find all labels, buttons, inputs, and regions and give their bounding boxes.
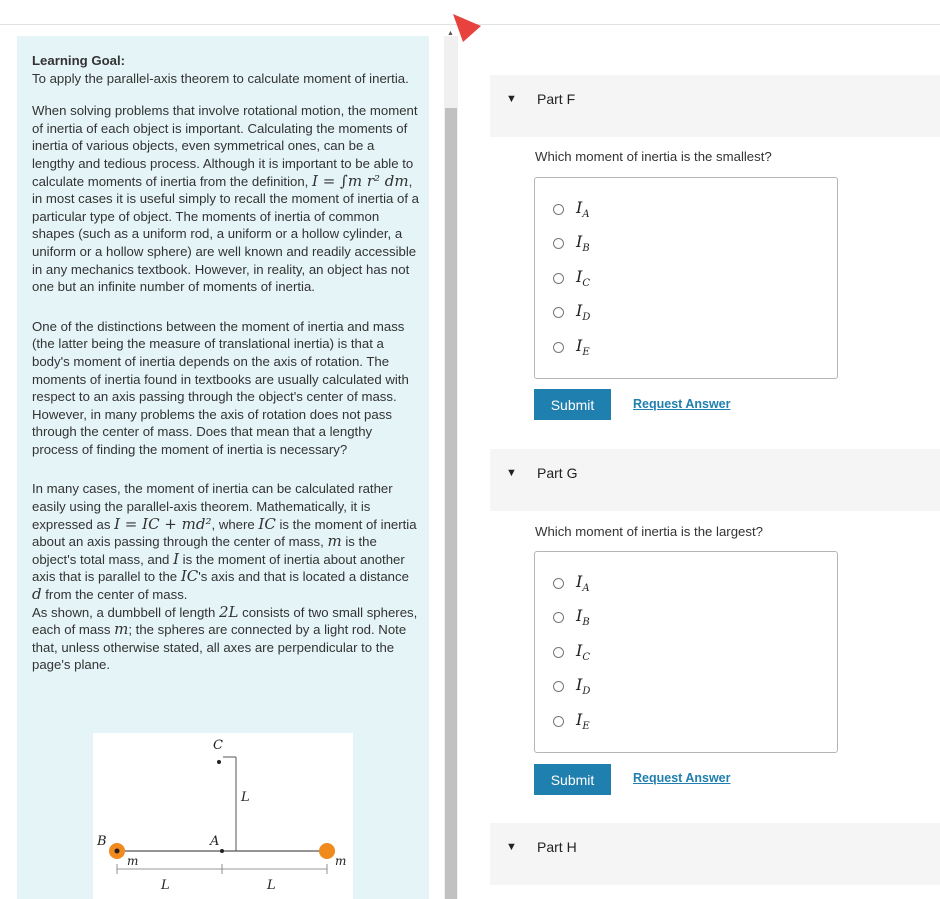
parallel-axis-formula: I = IC + md² — [114, 514, 212, 533]
radio-button[interactable] — [553, 273, 564, 284]
part-f-options — [534, 177, 838, 379]
radio-button[interactable] — [553, 342, 564, 353]
intro-paragraph-1: When solving problems that involve rotational motion, the moment of inertia of each object is important. Calculating the moments of inertia of various objects, even symmetrical ones, can be a lengthy and tedious process. Although it is important to be able to calculate moments of inertia from the definition, I = ∫m r² dm, in most cases it is useful simply to recall the moment of inertia of a particular type of object. The moments of inertia of common shapes (such as a uniform rod, a uniform or a hollow cylinder, a uniform or a hollow sphere) are well known and readily accessible in any mechanics textbook. However, in reality, an object has not one but an infinite number of moments of inertia. — [32, 103, 419, 295]
part-g-submit-button[interactable]: Submit — [534, 764, 611, 795]
part-h-label: Part H — [537, 839, 577, 855]
label-a: A — [210, 834, 220, 849]
label-c: C — [213, 738, 223, 753]
collapse-arrow-icon[interactable]: ▼ — [506, 467, 517, 479]
part-f-question: Which moment of inertia is the smallest? — [535, 149, 772, 164]
option-ib[interactable]: $I_B$ — [553, 233, 590, 253]
part-g-question: Which moment of inertia is the largest? — [535, 524, 763, 539]
radio-button[interactable] — [553, 612, 564, 623]
part-f-label: Part F — [537, 91, 576, 107]
point-a — [220, 849, 224, 853]
radio-button[interactable] — [553, 716, 564, 727]
scroll-up-arrow-icon[interactable]: ▲ — [447, 30, 454, 37]
option-ia[interactable]: $I_A$ — [553, 573, 590, 593]
label-l-right: L — [267, 878, 276, 893]
option-ie[interactable]: $I_E$ — [553, 337, 590, 357]
part-g-request-answer-link[interactable]: Request Answer — [633, 771, 731, 785]
option-id[interactable]: $I_D$ — [553, 676, 590, 696]
radio-button[interactable] — [553, 578, 564, 589]
label-b: B — [97, 834, 107, 849]
option-ia[interactable]: $I_A$ — [553, 199, 590, 219]
radio-button[interactable] — [553, 647, 564, 658]
sphere-right — [319, 843, 335, 859]
radio-button[interactable] — [553, 681, 564, 692]
option-ib[interactable]: $I_B$ — [553, 607, 590, 627]
option-ic[interactable]: $I_C$ — [553, 642, 590, 662]
part-f-request-answer-link[interactable]: Request Answer — [633, 397, 731, 411]
dumbbell-figure — [93, 733, 353, 899]
point-c — [217, 760, 221, 764]
label-l-vertical: L — [241, 790, 250, 805]
part-g-options — [534, 551, 838, 753]
label-m-left: m — [127, 854, 139, 868]
part-g-label: Part G — [537, 465, 578, 481]
part-h-header[interactable] — [490, 823, 940, 885]
option-id[interactable]: $I_D$ — [553, 302, 590, 322]
label-m-right: m — [335, 854, 347, 868]
point-b — [115, 849, 120, 854]
part-g-header[interactable] — [490, 449, 940, 511]
option-ic[interactable]: $I_C$ — [553, 268, 590, 288]
intro-paragraph-4: As shown, a dumbbell of length 2L consists of two small spheres, each of mass m; the spheres are connected by a light rod. Note that, unless otherwise stated, all axes are perpendicular to the page's plane. — [32, 602, 418, 673]
collapse-arrow-icon[interactable]: ▼ — [506, 841, 517, 853]
radio-button[interactable] — [553, 238, 564, 249]
part-f-submit-button[interactable]: Submit — [534, 389, 611, 420]
radio-button[interactable] — [553, 307, 564, 318]
definition-formula: I = ∫m r² dm — [312, 171, 409, 190]
radio-button[interactable] — [553, 204, 564, 215]
learning-goal-panel — [17, 36, 429, 899]
learning-goal-title: Learning Goal: — [32, 53, 126, 68]
collapse-arrow-icon[interactable]: ▼ — [506, 93, 517, 105]
scrollbar-thumb[interactable] — [445, 108, 457, 899]
intro-paragraph-2: One of the distinctions between the moment of inertia and mass (the latter being the measure of translational inertia) is that a body's moment of inertia depends on the axis of rotation. The moments of inertia found in textbooks are usually calculated with respect to an axis passing through the object's center of mass. However, in many problems the axis of rotation does not pass through the center of mass. Does that mean that a lengthy process of finding the moment of inertia is necessary? — [32, 318, 409, 457]
option-ie[interactable]: $I_E$ — [553, 711, 590, 731]
part-f-header[interactable] — [490, 75, 940, 137]
learning-goal-text: To apply the parallel-axis theorem to calculate moment of inertia. — [32, 70, 409, 86]
label-l-left: L — [161, 878, 170, 893]
intro-paragraph-3: In many cases, the moment of inertia can be calculated rather easily using the parallel-axis theorem. Mathematically, it is expressed as I = IC + md², where IC is the moment of inertia about an axis passing through the center of mass, m is the object's total mass, and I is the moment of inertia about another axis that is parallel to the IC's axis and that is located a distance d from the center of mass. — [32, 481, 417, 604]
